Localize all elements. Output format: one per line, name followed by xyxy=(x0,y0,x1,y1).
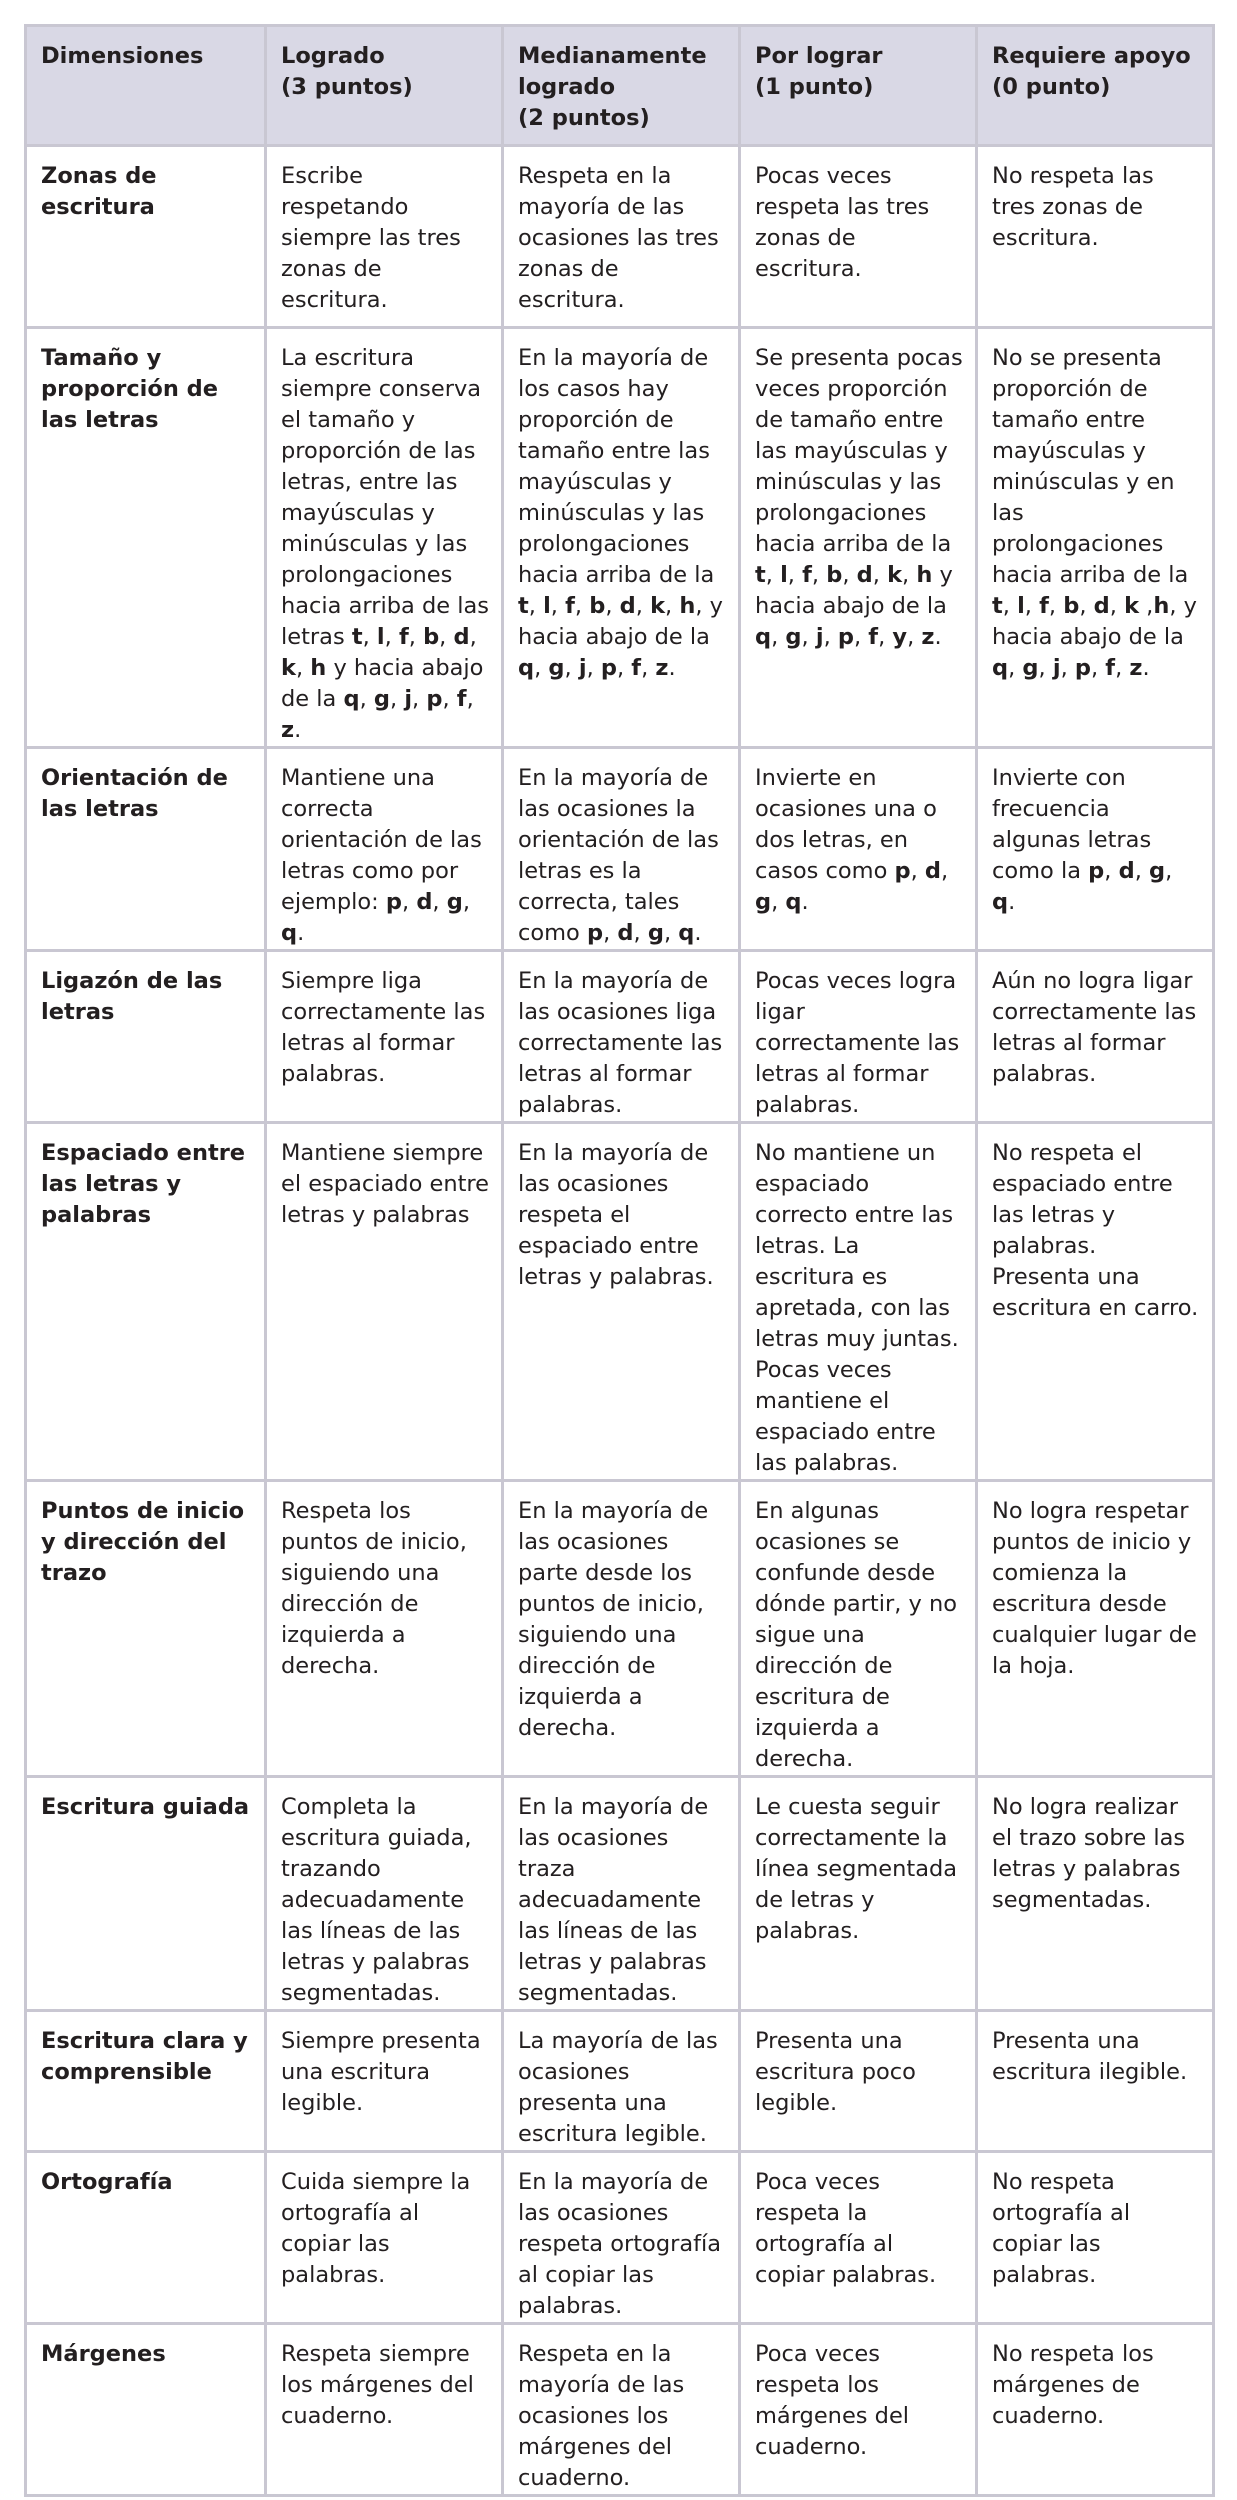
descriptor-text: , xyxy=(811,562,827,588)
descriptor-text: y hacia abajo de la xyxy=(755,562,953,619)
descriptor-text: , xyxy=(842,562,857,588)
letter-example: b xyxy=(589,593,606,619)
logrado-cell xyxy=(266,146,503,328)
letter-example: z xyxy=(655,655,669,681)
letter-example: p xyxy=(600,655,617,681)
letter-example: d xyxy=(924,858,942,884)
letter-example: d xyxy=(1118,858,1135,884)
descriptor-text: Mantiene una correcta orientación de las letras como por ejemplo: xyxy=(281,765,482,915)
descriptor-text: , xyxy=(466,686,474,712)
letter-example: t xyxy=(518,593,529,619)
medianamente-logrado-cell xyxy=(503,146,740,328)
descriptor-text: La escritura siempre conserva el tamaño y proporción de las letras, entre las mayúsculas y minúsculas y las prolongaciones hacia arriba de las letras xyxy=(281,345,490,650)
requiere-apoyo-cell xyxy=(977,2324,1214,2496)
table-row xyxy=(26,1123,1214,1481)
letter-example: h xyxy=(916,562,933,588)
dimension-cell: Ortografía xyxy=(26,2152,266,2324)
letter-example: g xyxy=(755,889,772,915)
letter-example: d xyxy=(856,562,873,588)
descriptor-text: No logra respetar puntos de inicio y comienza la escritura desde cualquier lugar de la hoja. xyxy=(992,1498,1197,1679)
descriptor-text: No respeta los márgenes de cuaderno. xyxy=(992,2341,1154,2429)
descriptor-text: , xyxy=(633,920,648,946)
header-line: (2 puntos) xyxy=(518,105,650,131)
logrado-cell xyxy=(266,748,503,951)
descriptor-text: , xyxy=(910,858,925,884)
descriptor-text: Cuida siempre la ortografía al copiar las palabras. xyxy=(281,2169,471,2288)
logrado-cell xyxy=(266,1481,503,1777)
letter-example: b xyxy=(423,624,440,650)
descriptor-text: , xyxy=(362,624,377,650)
descriptor-text: En algunas ocasiones se confunde desde dónde partir, y no sigue una dirección de escritura de izquierda a derecha. xyxy=(755,1498,958,1772)
medianamente-logrado-cell xyxy=(503,1123,740,1481)
descriptor-text: En la mayoría de las ocasiones respeta ortografía al copiar las palabras. xyxy=(518,2169,722,2319)
letter-example: g xyxy=(373,686,390,712)
header-line: Logrado xyxy=(281,43,385,69)
descriptor-text: , xyxy=(586,655,601,681)
descriptor-text: . xyxy=(801,889,809,915)
descriptor-text: , xyxy=(1115,655,1130,681)
descriptor-text: , xyxy=(295,655,311,681)
header-line: Dimensiones xyxy=(41,43,204,69)
descriptor-text: . xyxy=(1142,655,1150,681)
descriptor-text: , xyxy=(534,655,549,681)
dimension-cell: Orientación de las letras xyxy=(26,748,266,951)
descriptor-text: , xyxy=(771,624,786,650)
dimension-cell: Escritura clara y comprensible xyxy=(26,2011,266,2152)
header-line: Medianamente xyxy=(518,43,707,69)
letter-example: f xyxy=(1105,655,1116,681)
descriptor-text: , xyxy=(1038,655,1053,681)
descriptor-text: Respeta siempre los márgenes del cuaderno. xyxy=(281,2341,474,2429)
descriptor-text: , xyxy=(853,624,869,650)
letter-example: j xyxy=(578,655,587,681)
dimension-cell: Zonas de escritura xyxy=(26,146,266,328)
requiere-apoyo-cell xyxy=(977,2011,1214,2152)
letter-example: g xyxy=(548,655,565,681)
descriptor-text: , xyxy=(663,920,679,946)
descriptor-text: Aún no logra ligar correctamente las letras al formar palabras. xyxy=(992,968,1197,1087)
descriptor-text: , xyxy=(941,858,949,884)
letter-example: p xyxy=(837,624,854,650)
descriptor-text: . xyxy=(934,624,942,650)
letter-example: z xyxy=(921,624,935,650)
letter-example: p xyxy=(894,858,911,884)
letter-example: l xyxy=(780,562,788,588)
descriptor-text: En la mayoría de las ocasiones la orientación de las letras es la correcta, tales como xyxy=(518,765,719,946)
descriptor-text: , xyxy=(412,686,427,712)
letter-example: k xyxy=(1124,593,1140,619)
header-line: (1 punto) xyxy=(755,74,874,100)
logrado-cell xyxy=(266,1123,503,1481)
letter-example: d xyxy=(1093,593,1110,619)
descriptor-text: , xyxy=(605,593,620,619)
letter-example: j xyxy=(404,686,413,712)
logrado-cell xyxy=(266,951,503,1123)
letter-example: b xyxy=(826,562,843,588)
descriptor-text: , xyxy=(1079,593,1094,619)
descriptor-text: Invierte en ocasiones una o dos letras, en casos como xyxy=(755,765,937,884)
por-lograr-cell xyxy=(740,1777,977,2011)
descriptor-text: Poca veces respeta la ortografía al copiar palabras. xyxy=(755,2169,937,2288)
descriptor-text: , xyxy=(384,624,399,650)
descriptor-text: , xyxy=(1024,593,1040,619)
requiere-apoyo-cell xyxy=(977,748,1214,951)
descriptor-text: , xyxy=(432,889,447,915)
descriptor-text: , xyxy=(469,624,477,650)
por-lograr-cell xyxy=(740,2011,977,2152)
descriptor-text: , xyxy=(390,686,405,712)
descriptor-text: En la mayoría de las ocasiones respeta el espaciado entre letras y palabras. xyxy=(518,1140,714,1290)
dimension-cell: Márgenes xyxy=(26,2324,266,2496)
letter-example: l xyxy=(1017,593,1025,619)
letter-example: q xyxy=(992,655,1009,681)
letter-example: k xyxy=(650,593,666,619)
descriptor-text: , xyxy=(1048,593,1064,619)
logrado-cell xyxy=(266,328,503,748)
dimension-cell: Espaciado entre las letras y palabras xyxy=(26,1123,266,1481)
descriptor-text: , xyxy=(1109,593,1125,619)
table-row xyxy=(26,1481,1214,1777)
letter-example: l xyxy=(543,593,551,619)
descriptor-text: , xyxy=(408,624,424,650)
descriptor-text: Poca veces respeta los márgenes del cuaderno. xyxy=(755,2341,910,2460)
descriptor-text: , xyxy=(564,655,579,681)
table-row xyxy=(26,328,1214,748)
letter-example: q xyxy=(343,686,360,712)
por-lograr-cell xyxy=(740,1481,977,1777)
letter-example: g xyxy=(1022,655,1039,681)
por-lograr-cell xyxy=(740,2152,977,2324)
descriptor-text: , xyxy=(823,624,838,650)
descriptor-text: . xyxy=(297,920,305,946)
requiere-apoyo-cell xyxy=(977,1777,1214,2011)
header-line: Requiere apoyo xyxy=(992,43,1191,69)
descriptor-text: , xyxy=(1060,655,1075,681)
requiere-apoyo-cell xyxy=(977,146,1214,328)
letter-example: f xyxy=(868,624,879,650)
descriptor-text: En la mayoría de las ocasiones traza adecuadamente las líneas de las letras y palabras segmentadas. xyxy=(518,1794,709,2006)
descriptor-text: , xyxy=(902,562,917,588)
por-lograr-cell xyxy=(740,328,977,748)
descriptor-text: , xyxy=(1134,858,1150,884)
logrado-cell xyxy=(266,1777,503,2011)
medianamente-logrado-cell xyxy=(503,1777,740,2011)
header-row xyxy=(26,26,1214,146)
por-lograr-header xyxy=(740,26,977,146)
descriptor-text: Le cuesta seguir correctamente la línea segmentada de letras y palabras. xyxy=(755,1794,958,1944)
letter-example: h xyxy=(679,593,696,619)
descriptor-text: No mantiene un espaciado correcto entre las letras. La escritura es apretada, con las letras muy juntas. Pocas veces mantiene el espaciado entre las palabras. xyxy=(755,1140,959,1476)
table-row xyxy=(26,2152,1214,2324)
por-lograr-cell xyxy=(740,146,977,328)
descriptor-text: , xyxy=(1104,858,1119,884)
table-row xyxy=(26,2011,1214,2152)
descriptor-text: , y hacia abajo de la xyxy=(518,593,723,650)
table-row xyxy=(26,1777,1214,2011)
table-row xyxy=(26,748,1214,951)
letter-example: f xyxy=(802,562,812,588)
descriptor-text: y hacia abajo de la xyxy=(281,655,484,712)
descriptor-text: , xyxy=(462,889,470,915)
dimension-cell: Escritura guiada xyxy=(26,1777,266,2011)
descriptor-text: , y hacia abajo de la xyxy=(992,593,1197,650)
descriptor-text: . xyxy=(294,717,302,743)
por-lograr-cell xyxy=(740,951,977,1123)
medianamente-logrado-cell xyxy=(503,748,740,951)
medianamente-logrado-cell xyxy=(503,2152,740,2324)
letter-example: j xyxy=(1052,655,1061,681)
descriptor-text: Respeta en la mayoría de las ocasiones las tres zonas de escritura. xyxy=(518,163,719,313)
letter-example: l xyxy=(376,624,385,650)
dimension-cell: Ligazón de las letras xyxy=(26,951,266,1123)
requiere-apoyo-header xyxy=(977,26,1214,146)
descriptor-text: , xyxy=(872,562,888,588)
header-line: (3 puntos) xyxy=(281,74,413,100)
letter-example: k xyxy=(281,655,296,681)
descriptor-text: La mayoría de las ocasiones presenta una escritura legible. xyxy=(518,2028,718,2147)
letter-example: f xyxy=(631,655,642,681)
requiere-apoyo-cell xyxy=(977,951,1214,1123)
medianamente-logrado-cell xyxy=(503,2324,740,2496)
letter-example: d xyxy=(453,624,470,650)
logrado-cell xyxy=(266,2011,503,2152)
requiere-apoyo-cell xyxy=(977,2152,1214,2324)
descriptor-text: . xyxy=(694,920,702,946)
letter-example: f xyxy=(398,624,409,650)
rubric-table xyxy=(24,24,1215,2497)
letter-example: y xyxy=(892,624,908,650)
letter-example: q xyxy=(992,889,1009,915)
descriptor-text: , xyxy=(550,593,566,619)
letter-example: d xyxy=(619,593,636,619)
letter-example: f xyxy=(565,593,575,619)
letter-example: z xyxy=(1129,655,1143,681)
por-lograr-cell xyxy=(740,1123,977,1481)
descriptor-text: Siempre liga correctamente las letras al formar palabras. xyxy=(281,968,486,1087)
descriptor-text: , xyxy=(665,593,680,619)
header-line: logrado xyxy=(518,74,616,100)
descriptor-text: , xyxy=(1165,858,1173,884)
table-row xyxy=(26,146,1214,328)
letter-example: q xyxy=(518,655,535,681)
letter-example: t xyxy=(755,562,766,588)
descriptor-text: , xyxy=(771,889,786,915)
descriptor-text: Presenta una escritura ilegible. xyxy=(992,2028,1188,2085)
descriptor-text: , xyxy=(801,624,816,650)
medianamente-logrado-cell xyxy=(503,951,740,1123)
descriptor-text: En la mayoría de los casos hay proporción de tamaño entre las mayúsculas y minúsculas y las prolongaciones hacia arriba de la xyxy=(518,345,715,588)
descriptor-text: Respeta en la mayoría de las ocasiones los márgenes del cuaderno. xyxy=(518,2341,685,2491)
descriptor-text: , xyxy=(878,624,893,650)
dimension-header xyxy=(26,26,266,146)
logrado-header xyxy=(266,26,503,146)
table-row xyxy=(26,951,1214,1123)
descriptor-text: Mantiene siempre el espaciado entre letras y palabras xyxy=(281,1140,490,1228)
descriptor-text: Pocas veces logra ligar correctamente las letras al formar palabras. xyxy=(755,968,960,1118)
letter-example: d xyxy=(416,889,433,915)
letter-example: z xyxy=(281,717,295,743)
letter-example: q xyxy=(281,920,298,946)
letter-example: q xyxy=(678,920,695,946)
descriptor-text: Escribe respetando siempre las tres zonas de escritura. xyxy=(281,163,461,313)
descriptor-text: En la mayoría de las ocasiones parte desde los puntos de inicio, siguiendo una dirección de izquierda a derecha. xyxy=(518,1498,709,1741)
letter-example: g xyxy=(647,920,664,946)
requiere-apoyo-cell xyxy=(977,1123,1214,1481)
letter-example: q xyxy=(755,624,772,650)
rubric-header xyxy=(26,26,1214,146)
requiere-apoyo-cell xyxy=(977,1481,1214,1777)
letter-example: j xyxy=(815,624,824,650)
letter-example: p xyxy=(1074,655,1091,681)
letter-example: f xyxy=(456,686,467,712)
letter-example: q xyxy=(785,889,802,915)
letter-example: g xyxy=(446,889,463,915)
descriptor-text: . xyxy=(1008,889,1016,915)
descriptor-text: , xyxy=(1008,655,1023,681)
descriptor-text: No respeta las tres zonas de escritura. xyxy=(992,163,1154,251)
descriptor-text: Se presenta pocas veces proporción de tamaño entre las mayúsculas y minúsculas y las prolongaciones hacia arriba de la xyxy=(755,345,963,557)
letter-example: t xyxy=(351,624,363,650)
descriptor-text: Respeta los puntos de inicio, siguiendo una dirección de izquierda a derecha. xyxy=(281,1498,467,1679)
logrado-cell xyxy=(266,2152,503,2324)
rubric-body xyxy=(26,146,1214,2496)
descriptor-text: , xyxy=(528,593,544,619)
letter-example: p xyxy=(426,686,443,712)
descriptor-text: , xyxy=(641,655,656,681)
descriptor-text: Presenta una escritura poco legible. xyxy=(755,2028,916,2116)
descriptor-text: No respeta ortografía al copiar las palabras. xyxy=(992,2169,1131,2288)
letter-example: g xyxy=(1149,858,1166,884)
logrado-cell xyxy=(266,2324,503,2496)
letter-example: h xyxy=(1153,593,1170,619)
letter-example: g xyxy=(785,624,802,650)
descriptor-text: Invierte con frecuencia algunas letras como la xyxy=(992,765,1152,884)
descriptor-text: , xyxy=(1002,593,1018,619)
letter-example: p xyxy=(385,889,402,915)
letter-example: p xyxy=(1088,858,1105,884)
descriptor-text: , xyxy=(787,562,803,588)
medianamente-logrado-cell xyxy=(503,328,740,748)
medianamente-logrado-cell xyxy=(503,2011,740,2152)
descriptor-text: Siempre presenta una escritura legible. xyxy=(281,2028,481,2116)
por-lograr-cell xyxy=(740,2324,977,2496)
header-line: Por lograr xyxy=(755,43,883,69)
descriptor-text: No respeta el espaciado entre las letras y palabras. Presenta una escritura en carro. xyxy=(992,1140,1199,1321)
descriptor-text: , xyxy=(1090,655,1106,681)
descriptor-text: , xyxy=(574,593,590,619)
letter-example: k xyxy=(887,562,903,588)
descriptor-text: , xyxy=(603,920,618,946)
requiere-apoyo-cell xyxy=(977,328,1214,748)
letter-example: f xyxy=(1039,593,1049,619)
table-row xyxy=(26,2324,1214,2496)
descriptor-text: , xyxy=(439,624,454,650)
descriptor-text: Completa la escritura guiada, trazando adecuadamente las líneas de las letras y palabras segmentadas. xyxy=(281,1794,472,2006)
descriptor-text: , xyxy=(765,562,781,588)
descriptor-text: No se presenta proporción de tamaño entre mayúsculas y minúsculas y en las prolongaciones hacia arriba de la xyxy=(992,345,1189,588)
descriptor-text: No logra realizar el trazo sobre las letras y palabras segmentadas. xyxy=(992,1794,1186,1913)
letter-example: p xyxy=(586,920,604,946)
descriptor-text: , xyxy=(907,624,922,650)
por-lograr-cell xyxy=(740,748,977,951)
descriptor-text: , xyxy=(1139,593,1154,619)
descriptor-text: . xyxy=(668,655,676,681)
dimension-cell: Tamaño y proporción de las letras xyxy=(26,328,266,748)
descriptor-text: En la mayoría de las ocasiones liga correctamente las letras al formar palabras. xyxy=(518,968,723,1118)
medianamente-logrado-header xyxy=(503,26,740,146)
descriptor-text: Pocas veces respeta las tres zonas de escritura. xyxy=(755,163,930,282)
descriptor-text: , xyxy=(616,655,632,681)
descriptor-text: , xyxy=(359,686,374,712)
descriptor-text: , xyxy=(635,593,651,619)
dimension-cell: Puntos de inicio y dirección del trazo xyxy=(26,1481,266,1777)
descriptor-text: , xyxy=(442,686,457,712)
medianamente-logrado-cell xyxy=(503,1481,740,1777)
letter-example: h xyxy=(310,655,327,681)
descriptor-text: , xyxy=(402,889,417,915)
header-line: (0 punto) xyxy=(992,74,1111,100)
letter-example: t xyxy=(992,593,1003,619)
letter-example: d xyxy=(617,920,634,946)
letter-example: b xyxy=(1063,593,1080,619)
